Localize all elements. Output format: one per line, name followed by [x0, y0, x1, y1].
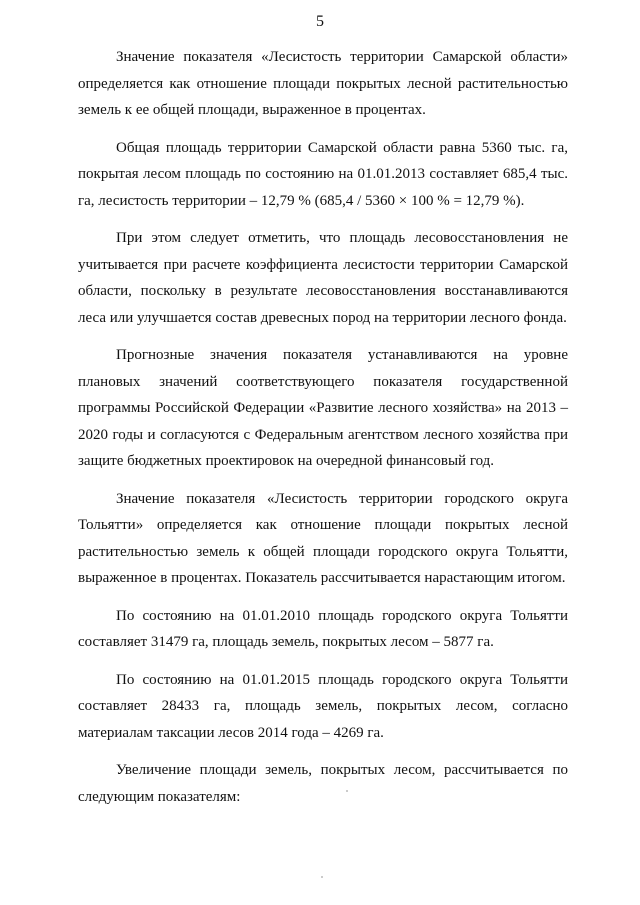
page-number: 5	[316, 13, 324, 30]
paragraph-tolyatti-2010-figures: По состоянию на 01.01.2010 площадь городского округа Тольятти составляет 31479 га, площадь земель, покрытых лесом – 5877 га.	[78, 607, 568, 650]
paragraph-indicators-intro: Увеличение площади земель, покрытых лесом, рассчитывается по следующим показателям:	[78, 762, 568, 805]
paragraph-samara-forest-cover-definition: Значение показателя «Лесистость территории Самарской области» определяется как отношение площади покрытых лесной растительностью земель к ее общей площади, выраженное в процентах.	[78, 49, 568, 118]
scan-speck	[346, 790, 348, 792]
scan-speck	[321, 876, 323, 878]
paragraph-reforestation-note: При этом следует отметить, что площадь лесовосстановления не учитывается при расчете коэффициента лесистости территории Самарской области, поскольку в результате лесовосстановления восстанавливаются леса или улучшается состав древесных пород на территории лесного фонда.	[78, 230, 568, 326]
paragraph-tolyatti-2015-figures: По состоянию на 01.01.2015 площадь городского округа Тольятти составляет 28433 га, площадь земель, покрытых лесом, согласно материалам таксации лесов 2014 года – 4269 га.	[78, 671, 568, 741]
document-body	[78, 44, 568, 821]
paragraph-forecast-values: Прогнозные значения показателя устанавливаются на уровне плановых значений соответствующего показателя государственной программы Российской Федерации «Развитие лесного хозяйства» на 2013 – 2020 годы и согласуются с Федеральным агентством лесного хозяйства при защите бюджетных проектировок на очередной финансовый год.	[78, 347, 568, 469]
paragraph-tolyatti-forest-cover-definition: Значение показателя «Лесистость территории городского округа Тольятти» определяется как отношение площади покрытых лесной растительностью земель к общей площади городского округа Тольятти, выраженное в процентах. Показатель рассчитывается нарастающим итогом.	[78, 490, 568, 586]
paragraph-samara-area-figures: Общая площадь территории Самарской области равна 5360 тыс. га, покрытая лесом площадь по состоянию на 01.01.2013 составляет 685,4 тыс. га, лесистость территории – 12,79 % (685,4 / 5360 × 100 % = 12,79 %).	[78, 139, 568, 209]
